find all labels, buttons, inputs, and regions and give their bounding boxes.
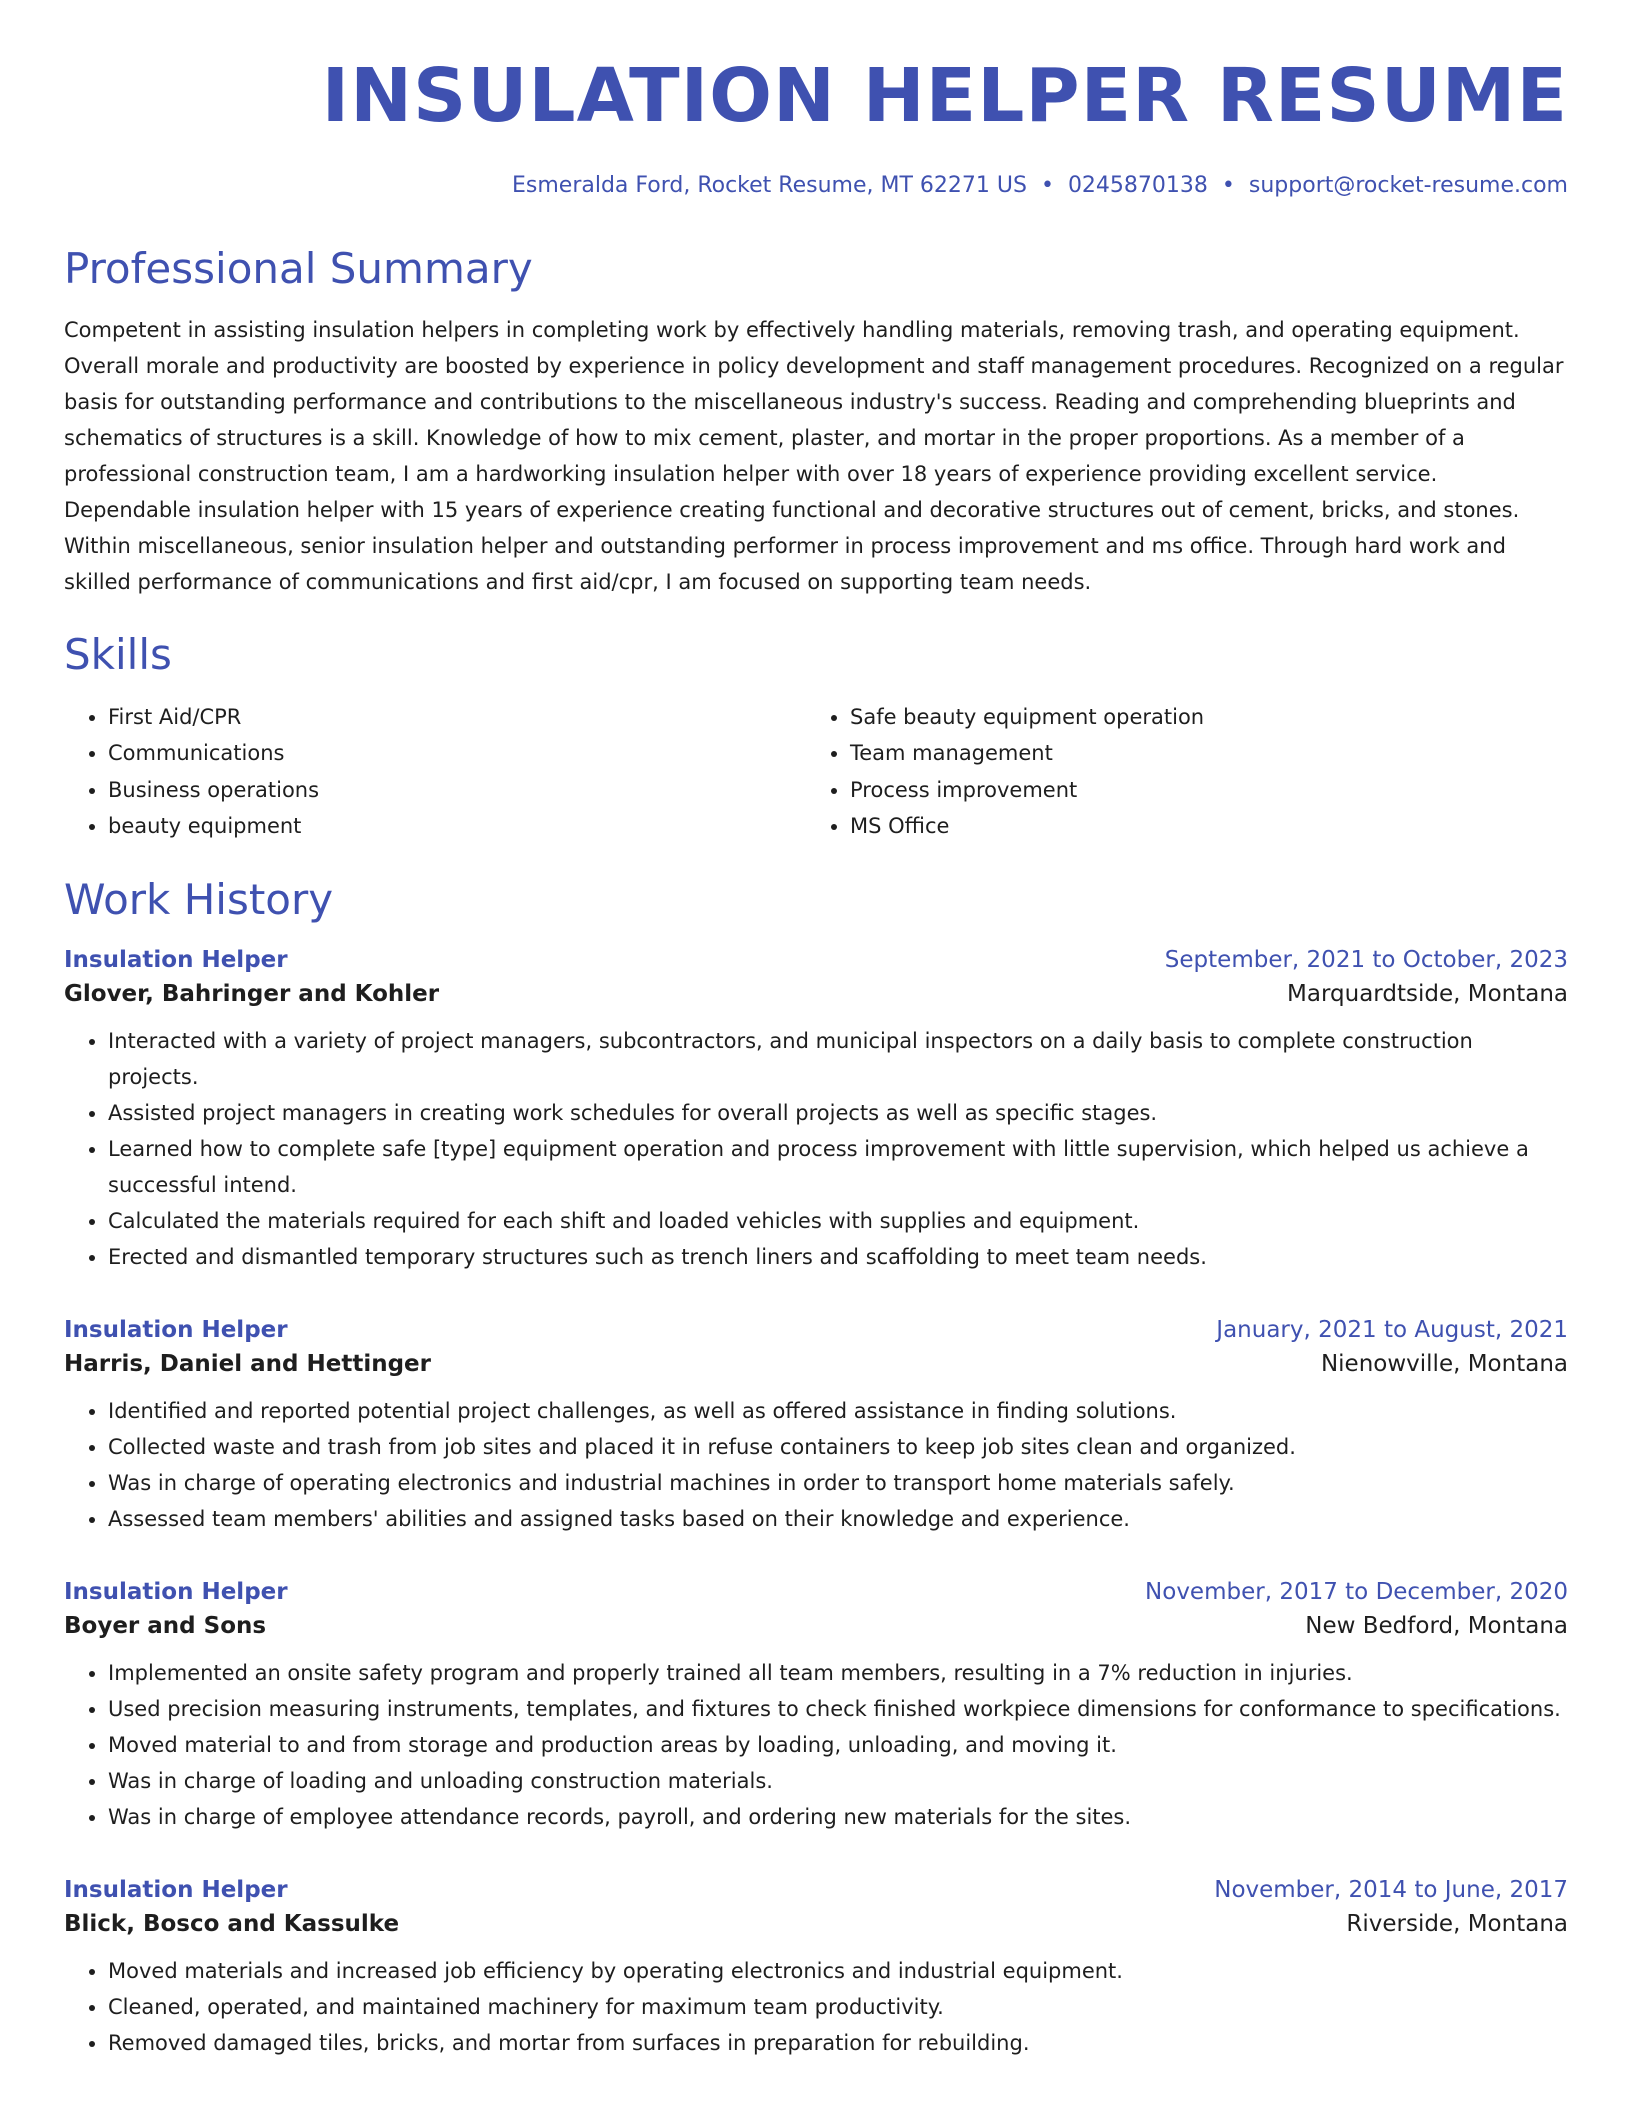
job-bullets (64, 1655, 1568, 1835)
skill-item: • Safe beauty equipment operation (850, 699, 1548, 736)
job-bullet: • Assessed team members' abilities and assigned tasks based on their knowledge and experience. (108, 1501, 1568, 1537)
contact-line (64, 173, 1568, 198)
job-header (64, 1877, 1568, 1903)
skills-heading: Skills (64, 630, 172, 680)
job-location: Riverside, Montana (1346, 1910, 1568, 1937)
job-bullets (64, 1023, 1568, 1275)
job-company: Boyer and Sons (64, 1612, 267, 1639)
job-bullets (64, 1953, 1568, 2061)
job-bullet: • Assisted project managers in creating work schedules for overall projects as well as specific stages. (108, 1095, 1568, 1131)
job-title: Insulation Helper (64, 946, 288, 973)
job-bullet: • Collected waste and trash from job sites and placed it in refuse containers to keep job sites clean and organized. (108, 1429, 1568, 1465)
job-company: Harris, Daniel and Hettinger (64, 1350, 432, 1377)
skill-item: • First Aid/CPR (108, 699, 806, 736)
summary-text: Competent in assisting insulation helpers in completing work by effectively handling materials, removing trash, and operating equipment. Overall morale and productivity are boosted by experience in policy development and staff management procedures. Recognized on a regular basis for outstanding performance and contributions to the miscellaneous industry's success. Reading and comprehending blueprints and schematics of structures is a skill. Knowledge of how to mix cement, plaster, and mortar in the proper proportions. As a member of a professional construction team, I am a hardworking insulation helper with over 18 years of experience providing excellent service. Dependable insulation helper with 15 years of experience creating functional and decorative structures out of cement, bricks, and stones. Within miscellaneous, senior insulation helper and outstanding performer in process improvement and ms office. Through hard work and skilled performance of communications and first aid/cpr, I am focused on supporting team needs. (64, 318, 1564, 595)
job-bullet: • Interacted with a variety of project managers, subcontractors, and municipal inspectors on a daily basis to complete construction projects. (108, 1023, 1568, 1095)
job-dates: January, 2021 to August, 2021 (1216, 1316, 1568, 1343)
job-bullet: • Identified and reported potential project challenges, as well as offered assistance in finding solutions. (108, 1393, 1568, 1429)
job-title: Insulation Helper (64, 1578, 288, 1605)
job-bullet: • Learned how to complete safe [type] equipment operation and process improvement with little supervision, which helped us achieve a successful intend. (108, 1131, 1568, 1203)
job-location: New Bedford, Montana (1305, 1612, 1568, 1639)
job-entry (64, 1579, 1568, 1835)
job-entry (64, 1317, 1568, 1537)
skill-item: • Team management (850, 735, 1548, 772)
job-bullet: • Calculated the materials required for each shift and loaded vehicles with supplies and equipment. (108, 1203, 1568, 1239)
job-header (64, 1317, 1568, 1343)
summary-heading: Professional Summary (64, 243, 533, 293)
job-bullet: • Was in charge of employee attendance records, payroll, and ordering new materials for the sites. (108, 1799, 1568, 1835)
job-bullet: • Moved materials and increased job efficiency by operating electronics and industrial equipment. (108, 1953, 1568, 1989)
job-title: Insulation Helper (64, 1316, 288, 1343)
job-subheader (64, 1911, 1568, 1937)
job-bullet: • Removed damaged tiles, bricks, and mortar from surfaces in preparation for rebuilding. (108, 2025, 1568, 2061)
job-entry (64, 947, 1568, 1275)
job-bullet: • Used precision measuring instruments, templates, and fixtures to check finished workpiece dimensions for conformance to specifications. (108, 1691, 1568, 1727)
skill-item: • beauty equipment (108, 808, 806, 845)
contact-separator: • (1221, 172, 1235, 198)
job-subheader (64, 1351, 1568, 1377)
job-dates: November, 2014 to June, 2017 (1214, 1876, 1568, 1903)
job-bullet: • Was in charge of loading and unloading construction materials. (108, 1763, 1568, 1799)
job-title: Insulation Helper (64, 1876, 288, 1903)
skill-item: • Communications (108, 735, 806, 772)
job-subheader (64, 1613, 1568, 1639)
job-bullet: • Was in charge of operating electronics and industrial machines in order to transport home materials safely. (108, 1465, 1568, 1501)
contact-address: Esmeralda Ford, Rocket Resume, MT 62271 US (511, 172, 1027, 198)
job-dates: September, 2021 to October, 2023 (1164, 946, 1568, 973)
job-dates: November, 2017 to December, 2020 (1145, 1578, 1568, 1605)
skill-item: • Process improvement (850, 772, 1548, 809)
page-title: INSULATION HELPER RESUME (321, 53, 1568, 139)
contact-email[interactable]: support@rocket-resume.com (1248, 172, 1568, 198)
skill-item: • Business operations (108, 772, 806, 809)
job-location: Nienowville, Montana (1320, 1350, 1568, 1377)
job-subheader (64, 981, 1568, 1007)
job-bullet: • Moved material to and from storage and production areas by loading, unloading, and moving it. (108, 1727, 1568, 1763)
contact-separator: • (1040, 172, 1054, 198)
job-bullet: • Implemented an onsite safety program and properly trained all team members, resulting in a 7% reduction in injuries. (108, 1655, 1568, 1691)
skills-column-left (64, 699, 806, 845)
job-header (64, 947, 1568, 973)
job-company: Blick, Bosco and Kassulke (64, 1910, 400, 1937)
work-history-heading: Work History (64, 874, 334, 924)
job-entry (64, 1877, 1568, 2061)
skill-item: • MS Office (850, 808, 1548, 845)
contact-phone: 0245870138 (1067, 172, 1208, 198)
skills-list (64, 699, 1568, 845)
job-location: Marquardtside, Montana (1287, 980, 1568, 1007)
job-bullet: • Erected and dismantled temporary structures such as trench liners and scaffolding to meet team needs. (108, 1239, 1568, 1275)
job-company: Glover, Bahringer and Kohler (64, 980, 440, 1007)
skills-column-right (806, 699, 1548, 845)
job-bullets (64, 1393, 1568, 1537)
job-header (64, 1579, 1568, 1605)
job-bullet: • Cleaned, operated, and maintained machinery for maximum team productivity. (108, 1989, 1568, 2025)
